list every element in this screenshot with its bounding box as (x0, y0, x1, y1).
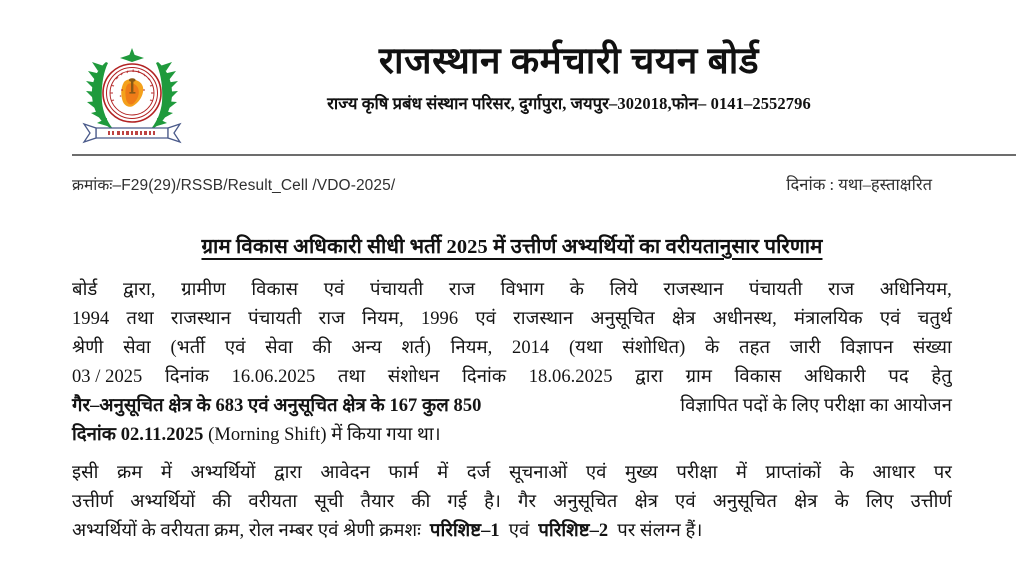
word: लिए (865, 492, 894, 512)
justified-line (72, 392, 952, 421)
word: एवं (879, 309, 901, 329)
word: नियम, (362, 309, 404, 329)
word: सूचनाओं (508, 463, 568, 483)
word: उत्तीर्ण (72, 492, 114, 512)
word: के (839, 463, 854, 483)
word: राज (448, 280, 476, 300)
word: प्राप्तांकों (765, 463, 822, 483)
word: ग्राम (685, 367, 712, 387)
justified-line (72, 334, 952, 363)
line-3-end-holder: पर संलग्न हैं। (617, 521, 703, 541)
word: बोर्ड (72, 280, 98, 300)
word: इसी (72, 463, 99, 483)
word: तैयार (360, 492, 395, 512)
annexure-1-reference: परिशिष्ट–1 (429, 521, 500, 541)
conjunction-text: एवं (508, 521, 530, 541)
word: की (411, 492, 431, 512)
word: हेतु (931, 367, 952, 387)
word: क्षेत्र (793, 492, 818, 512)
justified-line (72, 488, 952, 517)
word: पंचायती (248, 309, 302, 329)
last-line (72, 517, 952, 546)
word: द्वारा (274, 463, 302, 483)
word: पंचायती (749, 280, 803, 300)
word: आवेदन (320, 463, 370, 483)
word: (यथा (568, 338, 603, 358)
word: राजस्थान (170, 309, 231, 329)
word: संख्या (912, 338, 952, 358)
word: अभ्यर्थियों (130, 492, 196, 512)
word: 16.06.2025 (231, 367, 316, 387)
line-5-rest-holder: विज्ञापित पदों के लिए परीक्षा का आयोजन (680, 396, 952, 416)
word: गैर (518, 492, 537, 512)
word: एवं (323, 280, 345, 300)
word: विभाग (500, 280, 545, 300)
page-title-text: ग्राम विकास अधिकारी सीधी भर्ती 2025 में उत्तीर्ण अभ्यर्थियों का वरीयतानुसार परिणाम (201, 236, 823, 258)
exam-shift-text: (Morning Shift) में किया गया था। (208, 425, 441, 445)
document-body (72, 276, 952, 546)
word: (भर्ती (170, 338, 206, 358)
word: द्वारा, (122, 280, 156, 300)
reference-row (72, 172, 974, 195)
word: 1996 (420, 309, 459, 329)
word: अधिनियम, (879, 280, 952, 300)
word: राजस्थान (513, 309, 574, 329)
word: क्षेत्र (634, 492, 659, 512)
posts-count-bold: गैर–अनुसूचित क्षेत्र के 683 एवं अनुसूचित क्षेत्र के 167 कुल 850 (72, 396, 482, 416)
paragraph-spacer (72, 450, 952, 459)
word: दिनांक (164, 367, 209, 387)
word: तथा (126, 309, 154, 329)
word: अधिकारी (803, 367, 866, 387)
paragraph-1-line-5 (72, 392, 952, 421)
word: संशोधन (387, 367, 440, 387)
word: विज्ञापन (840, 338, 894, 358)
word: के (834, 492, 849, 512)
word: सेवा (123, 338, 151, 358)
word: है। (484, 492, 501, 512)
word: पद (888, 367, 909, 387)
word: राज (318, 309, 345, 329)
paragraph-1-line-3 (72, 334, 952, 363)
organization-address: राज्य कृषि प्रबंध संस्थान परिसर, दुर्गापुरा, जयपुर–302018,फोन– 0141–2552796 (327, 93, 811, 113)
word: वरीयता (248, 492, 298, 512)
word: एवं (475, 309, 496, 329)
word: आधार (872, 463, 916, 483)
word: पर (933, 463, 952, 483)
word: राज (827, 280, 855, 300)
header-divider (72, 154, 1016, 156)
word: के (569, 280, 584, 300)
word: में (160, 463, 173, 483)
word: ग्रामीण (181, 280, 226, 300)
word: 2014 (512, 338, 550, 358)
word: नियम, (450, 338, 493, 358)
word: जारी (789, 338, 821, 358)
word: पंचायती (369, 280, 424, 300)
word: गई (447, 492, 468, 512)
word: उत्तीर्ण (910, 492, 952, 512)
word: एवं (675, 492, 696, 512)
paragraph-1-line-6 (72, 421, 952, 450)
reference-date: दिनांक : यथा–हस्ताक्षरित (786, 175, 932, 194)
word: सेवा (265, 338, 293, 358)
word: मंत्रालयिक (794, 309, 863, 329)
word: शर्त) (401, 338, 431, 358)
word: द्वारा (635, 367, 663, 387)
word: अनुसूचित (553, 492, 618, 512)
justified-line (72, 459, 952, 488)
annexure-2-reference: परिशिष्ट–2 (538, 521, 609, 541)
word: परीक्षा (676, 463, 718, 483)
word: मुख्य (625, 463, 658, 483)
justified-line (72, 305, 952, 334)
word: अनुसूचित (590, 309, 655, 329)
document-header (0, 0, 1024, 118)
word: अन्य (351, 338, 382, 358)
word: में (735, 463, 748, 483)
paragraph-2-line-1 (72, 459, 952, 488)
paragraph-1-line-4 (72, 363, 952, 392)
word: सूची (314, 492, 344, 512)
organization-title: राजस्थान कर्मचारी चयन बोर्ड (378, 41, 760, 82)
word: श्रेणी (72, 338, 104, 358)
line-3-start-holder: अभ्यर्थियों के वरीयता क्रम, रोल नम्बर एवं श्रेणी क्रमशः (72, 521, 421, 541)
justified-line (72, 363, 952, 392)
word: तथा (337, 367, 366, 387)
word: एवं (585, 463, 607, 483)
word: राजस्थान (663, 280, 724, 300)
justified-line (72, 276, 952, 305)
word: 1994 (72, 309, 110, 329)
reference-number: क्रमांकः–F29(29)/RSSB/Result_Cell /VDO-2025/ (72, 177, 396, 194)
word: अनुसूचित (712, 492, 777, 512)
word: क्षेत्र (671, 309, 696, 329)
rajasthan-state-emblem-icon (76, 40, 188, 148)
word: फार्म (388, 463, 419, 483)
word: की (312, 338, 332, 358)
word: लिये (609, 280, 638, 300)
word: चतुर्थ (917, 309, 952, 329)
paragraph-1-line-2 (72, 305, 952, 334)
word: के (705, 338, 720, 358)
word: दर्ज (466, 463, 491, 483)
word: क्रम (117, 463, 143, 483)
header-text-block (188, 40, 980, 114)
word: विकास (251, 280, 299, 300)
paragraph-2-line-3 (72, 517, 952, 546)
exam-date-bold: दिनांक 02.11.2025 (72, 425, 204, 445)
word: संशोधित) (622, 338, 686, 358)
word: अभ्यर्थियों (190, 463, 256, 483)
page-title (0, 232, 1024, 260)
paragraph-2-line-2 (72, 488, 952, 517)
word: की (212, 492, 232, 512)
word: 03 / 2025 (72, 367, 143, 387)
word: दिनांक (462, 367, 507, 387)
word: अधीनस्थ, (712, 309, 777, 329)
word: 18.06.2025 (528, 367, 613, 387)
paragraph-1-line-1 (72, 276, 952, 305)
word: एवं (224, 338, 246, 358)
word: में (437, 463, 449, 483)
word: विकास (734, 367, 782, 387)
word: तहत (738, 338, 771, 358)
